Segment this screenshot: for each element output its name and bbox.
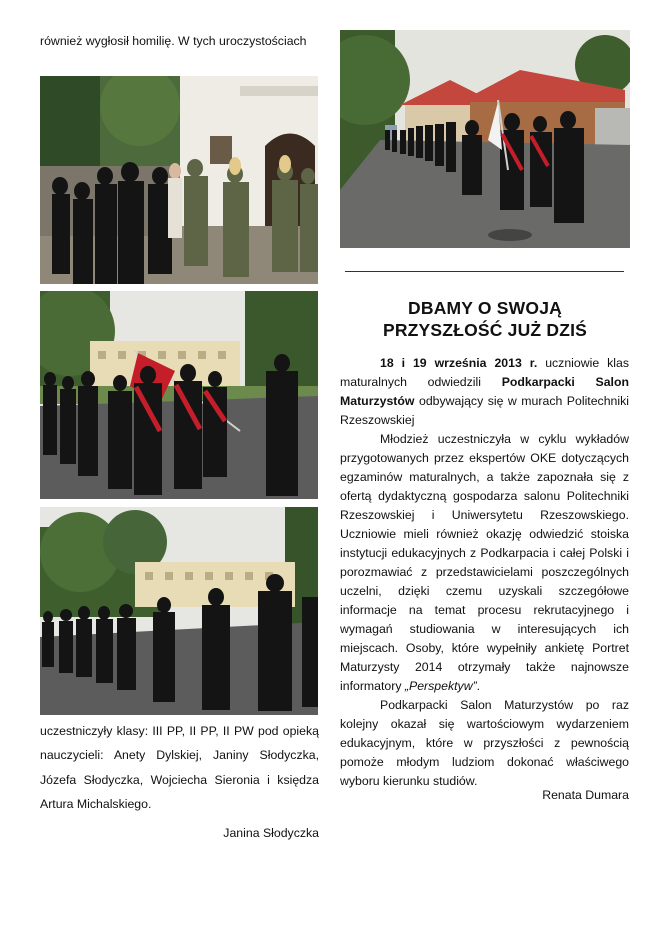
section-divider — [345, 271, 624, 272]
photo-march-column — [40, 507, 318, 715]
article-title — [340, 297, 630, 341]
article-paragraph-1: 18 i 19 września 2013 r. uczniowie klas maturalnych odwiedzili Podkarpacki Salon Maturzystów odbywający się w murach Politechniki Rzeszowskiej — [340, 356, 629, 427]
photo-ceremony-church — [40, 76, 318, 284]
left-top-text: również wygłosił homilię. W tych uroczystościach — [40, 34, 307, 48]
left-bottom-text: uczestniczyły klasy: III PP, II PP, II PW pod opieką nauczycieli: Anety Dylskiej, Janiny Słodyczka, Józefa Słodyczka, Wojciecha Sieronia i księdza Artura Michalskiego. — [40, 724, 319, 811]
article-paragraph-3: Podkarpacki Salon Maturzystów po raz kolejny okazał się wartościowym wydarzeniem edukacyjnym, które w przyszłości z pewnością pomoże młodym ludziom dokonać właściwego wyboru kierunku studiów. — [340, 698, 629, 788]
author-signature-right: Renata Dumara — [542, 788, 629, 802]
article-title-line2: PRZYSZŁOŚĆ JUŻ DZIŚ — [382, 320, 588, 340]
photo-march-flag — [40, 291, 318, 499]
author-signature-left: Janina Słodyczka — [223, 826, 319, 840]
article-body — [340, 354, 629, 791]
article-title-line1: DBAMY O SWOJĄ — [408, 298, 562, 318]
photo-street-march — [340, 30, 630, 248]
article-paragraph-2: Młodzież uczestniczyła w cyklu wykładów przygotowanych przez ekspertów OKE dotyczących egzaminów maturalnych, a także zapoznała się z ofertą dydaktyczną gospodarza salonu Politechniki Rzeszowskiej i Uniwersytetu Rzeszowskiego. Uczniowie mieli również okazję odwiedzić stoiska instytucji edukacyjnych z Podkarpacia i całej Polski i porozmawiać z przedstawicielami poszczególnych uczelni, dzięki czemu uzyskali szczegółowe informacje na temat procesu rekrutacyjnego i wymagań studiowania w interesujących ich miejscach. Osoby, które wypełniły ankietę Portret Maturzysty 2014 otrzymały także najnowsze informatory „Perspektyw”. — [340, 432, 629, 693]
